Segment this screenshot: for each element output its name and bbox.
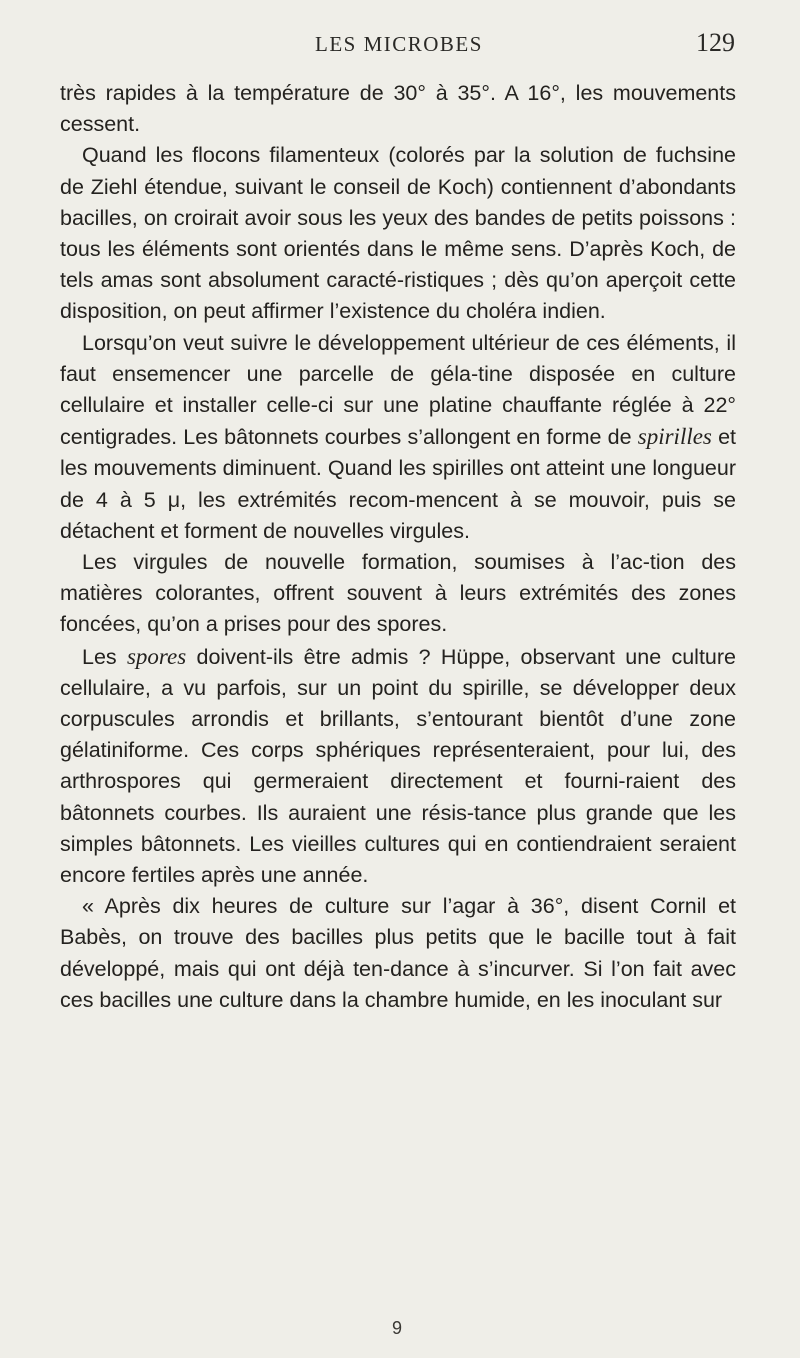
italic-term-spores: spores <box>126 643 187 669</box>
page-number: 129 <box>696 28 735 57</box>
body-text <box>60 78 736 1016</box>
paragraph-developpement <box>60 328 736 547</box>
paragraph-text-part: et les mouvements diminuent. Quand les spirilles ont atteint une longueur de 4 à 5 μ, les extrémités recom-mencent à se mouvoir, puis se détachent et forment de nouvelles virgules. <box>60 425 737 543</box>
running-head: LES MICROBES <box>315 32 483 56</box>
paragraph-text-part: Les <box>82 644 127 669</box>
page-header <box>60 28 735 60</box>
paragraph-virgules: Les virgules de nouvelle formation, soumises à l’ac-tion des matières colorantes, offrent souvent à leurs extrémités des zones foncées, qu’on a prises pour des spores. <box>60 550 736 637</box>
paragraph-cornil-babes-quote: « Après dix heures de culture sur l’agar à 36°, disent Cornil et Babès, on trouve des bacilles plus petits que le bacille tout à fait développé, mais qui ont déjà ten-dance à s’incurver. Si l’on fait avec ces bacilles une culture dans la chambre humide, en les inoculant sur <box>60 894 736 1012</box>
paragraph-koch-flocons: Quand les flocons filamenteux (colorés par la solution de fuchsine de Ziehl étendue, suivant le conseil de Koch) contiennent d’abondants bacilles, on croirait avoir sous les yeux des bandes de petits poissons : tous les éléments sont orientés dans le même sens. D’après Koch, de tels amas sont absolument caracté-ristiques ; dès qu’on aperçoit cette disposition, on peut affirmer l’existence du choléra indien. <box>60 143 736 324</box>
signature-mark: 9 <box>392 1318 403 1338</box>
paragraph-spores <box>60 641 736 892</box>
paragraph-continuation: très rapides à la température de 30° à 35°. A 16°, les mouvements cessent. <box>60 81 736 137</box>
paragraph-text-part: doivent-ils être admis ? Hüppe, observant une culture cellulaire, a vu parfois, sur un point du spirille, se développer deux corpuscules arrondis et brillants, s’entourant bientôt d’une zone gélatiniforme. Ces corps sphériques représenteraient, pour lui, des arthrospores qui germeraient directement et fourni-raient des bâtonnets courbes. Ils auraient une résis-tance plus grande que les simples bâtonnets. Les vieilles cultures qui en contiendraient seraient encore fertiles après une année. <box>60 644 736 888</box>
paragraph-text-part: Lorsqu’on veut suivre le développement ultérieur de ces éléments, il faut ensemencer une parcelle de géla-tine disposée en culture cellulaire et installer celle-ci sur une platine chauffante réglée à 22° centigrades. Les bâtonnets courbes s’allongent en forme de <box>60 330 736 450</box>
italic-term-spirilles: spirilles <box>637 424 712 450</box>
